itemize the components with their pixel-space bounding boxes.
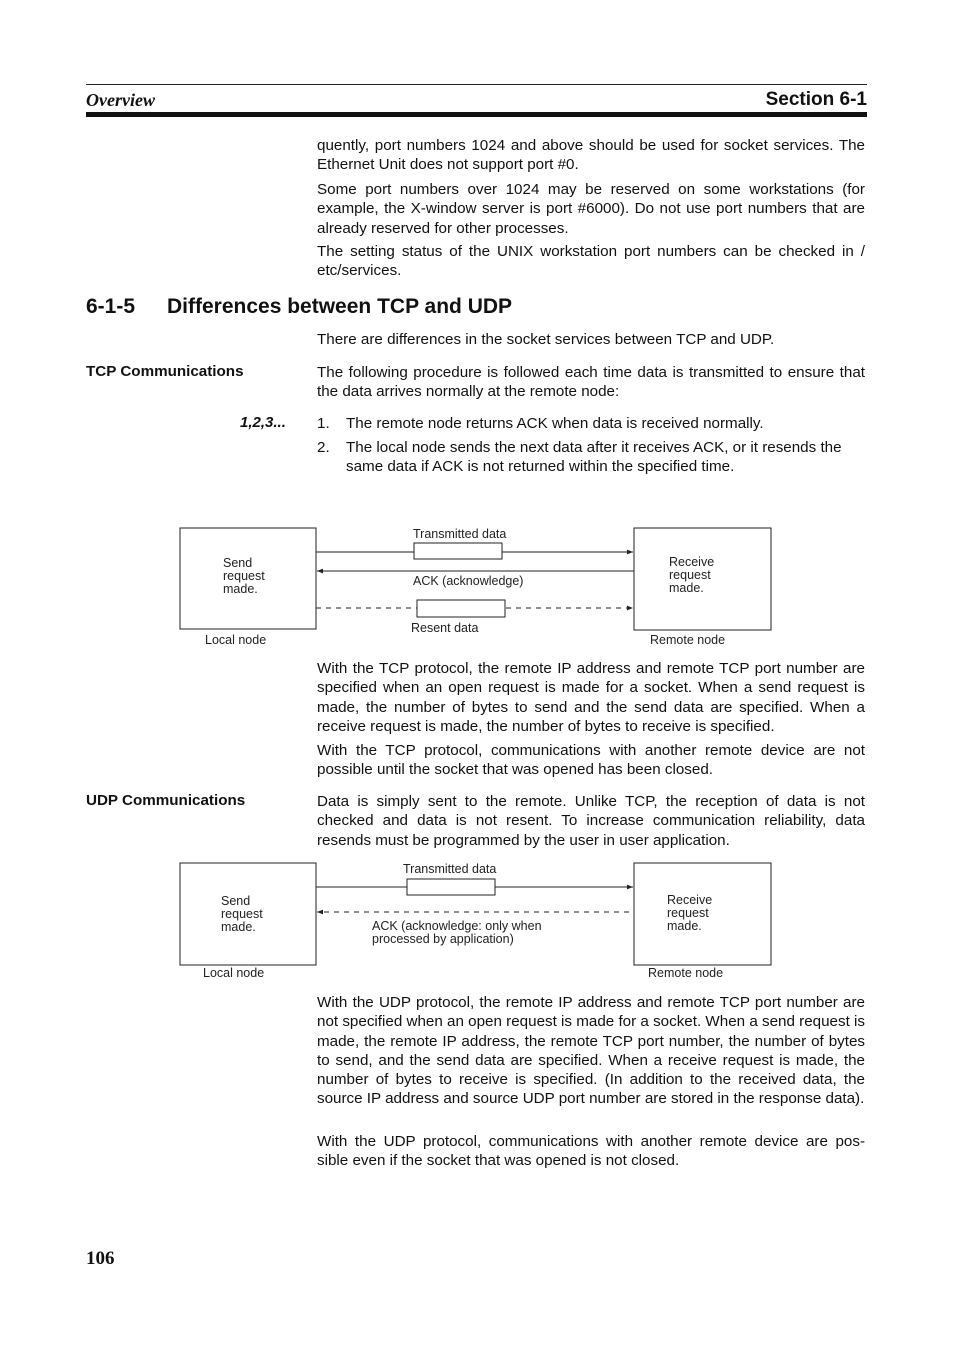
local-node-label: Local node	[205, 633, 267, 647]
send-label-line: made.	[223, 582, 258, 596]
udp-heading: UDP Communications	[86, 792, 246, 809]
udp-paragraph: With the UDP protocol, the remote IP address and remote TCP port number are not specified when an open request is made for a socket. When a send request is made, the remote IP address, the remote TCP port number, the number of bytes to send, and the send data are specified. When a receive request is made, the number of bytes to receive is specified. (In addition to the received data, the source IP address and source UDP port number are stored in the response data).	[317, 994, 865, 1108]
receive-label-line: request	[669, 568, 711, 582]
send-label-line: made.	[221, 920, 256, 934]
ack-label-line: processed by application)	[372, 932, 514, 946]
section-lead: There are differences in the socket services between TCP and UDP.	[317, 331, 775, 348]
list-item-text: The remote node returns ACK when data is received normally.	[346, 415, 764, 432]
tcp-paragraph: With the TCP protocol, the remote IP address and remote TCP port number are specified when an open request is made for a socket. When a send request is made, the number of bytes to send and the send data are specified. When a receive request is made, the number of bytes to receive is specified.	[317, 660, 865, 735]
receive-label-line: made.	[669, 581, 704, 595]
data-packet	[407, 879, 495, 895]
page-number: 106	[86, 1248, 115, 1269]
tcp-heading: TCP Communications	[86, 363, 244, 380]
tcp-paragraph: With the TCP protocol, communications with another remote device are not possible until the socket that was opened has been closed.	[317, 742, 865, 779]
section-title: Differences between TCP and UDP	[167, 295, 513, 318]
receive-label-line: request	[667, 906, 709, 920]
udp-paragraph: With the UDP protocol, communications with another remote device are pos- sible even if the socket that was opened is not closed.	[317, 1133, 865, 1170]
list-item-text: The local node sends the next data after it receives ACK, or it resends the same data if ACK is not returned within the specified time.	[346, 439, 842, 476]
ack-label: ACK (acknowledge)	[413, 574, 524, 588]
remote-node-label: Remote node	[650, 633, 726, 647]
list-item-number: 1.	[317, 415, 330, 432]
resent-data-label: Resent data	[411, 621, 479, 635]
send-label-line: Send	[223, 556, 253, 570]
tcp-intro: The following procedure is followed each time data is transmitted to ensure that the data arrives normally at the remote node:	[317, 364, 865, 401]
send-label-line: request	[223, 569, 265, 583]
local-node-label: Local node	[203, 966, 265, 980]
transmitted-data-label: Transmitted data	[403, 862, 497, 876]
remote-node-label: Remote node	[648, 966, 724, 980]
list-item-number: 2.	[317, 439, 330, 456]
intro-paragraph: Some port numbers over 1024 may be reserved on some workstations (for example, the X-window server is port #6000). Do not use port numbers that are already reserved for other processes.	[317, 181, 865, 237]
send-label-line: request	[221, 907, 263, 921]
ack-label-line: ACK (acknowledge: only when	[372, 919, 542, 933]
udp-intro: Data is simply sent to the remote. Unlike TCP, the reception of data is not checked and data is not resent. To increase communication reliability, data resends must be programmed by the user in user application.	[317, 793, 865, 849]
transmitted-data-label: Transmitted data	[413, 527, 507, 541]
intro-paragraph: The setting status of the UNIX workstation port numbers can be checked in / etc/services.	[317, 243, 865, 280]
receive-label-line: Receive	[667, 893, 713, 907]
receive-label-line: made.	[667, 919, 702, 933]
header-chapter-title: Overview	[86, 90, 155, 110]
intro-paragraph: quently, port numbers 1024 and above should be used for socket services. The Ethernet Unit does not support port #0.	[317, 137, 865, 174]
send-label-line: Send	[221, 894, 251, 908]
list-lead: 1,2,3...	[240, 414, 286, 431]
receive-label-line: Receive	[669, 555, 715, 569]
section-number: 6-1-5	[86, 295, 136, 318]
header-section-label: Section 6-1	[765, 89, 867, 110]
